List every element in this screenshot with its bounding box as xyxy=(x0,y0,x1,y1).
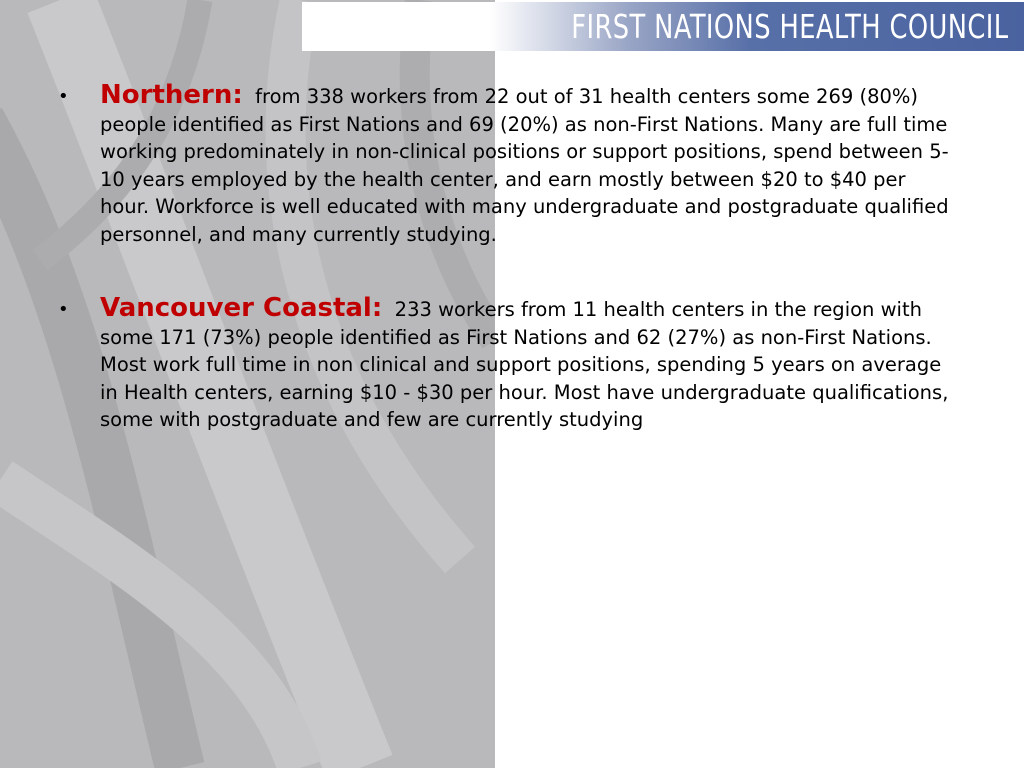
bullet-icon: • xyxy=(58,86,69,107)
region-heading-vancouver-coastal: Vancouver Coastal: xyxy=(100,293,383,323)
region-heading-northern: Northern: xyxy=(100,80,243,110)
header-banner xyxy=(302,2,1024,51)
bullet-text-northern: from 338 workers from 22 out of 31 health centers some 269 (80%) people identified as First Nations and 69 (20%) as non-First Nations. Many are full time working predominately in non-clinical positions or support positions, spend between 5-10 years employed by the health center, and earn mostly between $20 to $40 per hour. Workforce is well educated with many undergraduate and postgraduate qualified personnel, and many currently studying. xyxy=(100,85,949,246)
organization-name: FIRST NATIONS HEALTH COUNCIL xyxy=(570,7,1008,46)
bullet-vancouver-coastal xyxy=(58,295,958,434)
bullet-icon: • xyxy=(58,299,69,320)
slide-content xyxy=(58,82,958,481)
bullet-text-vancouver-coastal: 233 workers from 11 health centers in the region with some 171 (73%) people identified as First Nations and 62 (27%) as non-First Nations. Most work full time in non clinical and support positions, spending 5 years on average in Health centers, earning $10 - $30 per hour. Most have undergraduate qualifications, some with postgraduate and few are currently studying xyxy=(100,298,949,431)
bullet-northern xyxy=(58,82,958,248)
